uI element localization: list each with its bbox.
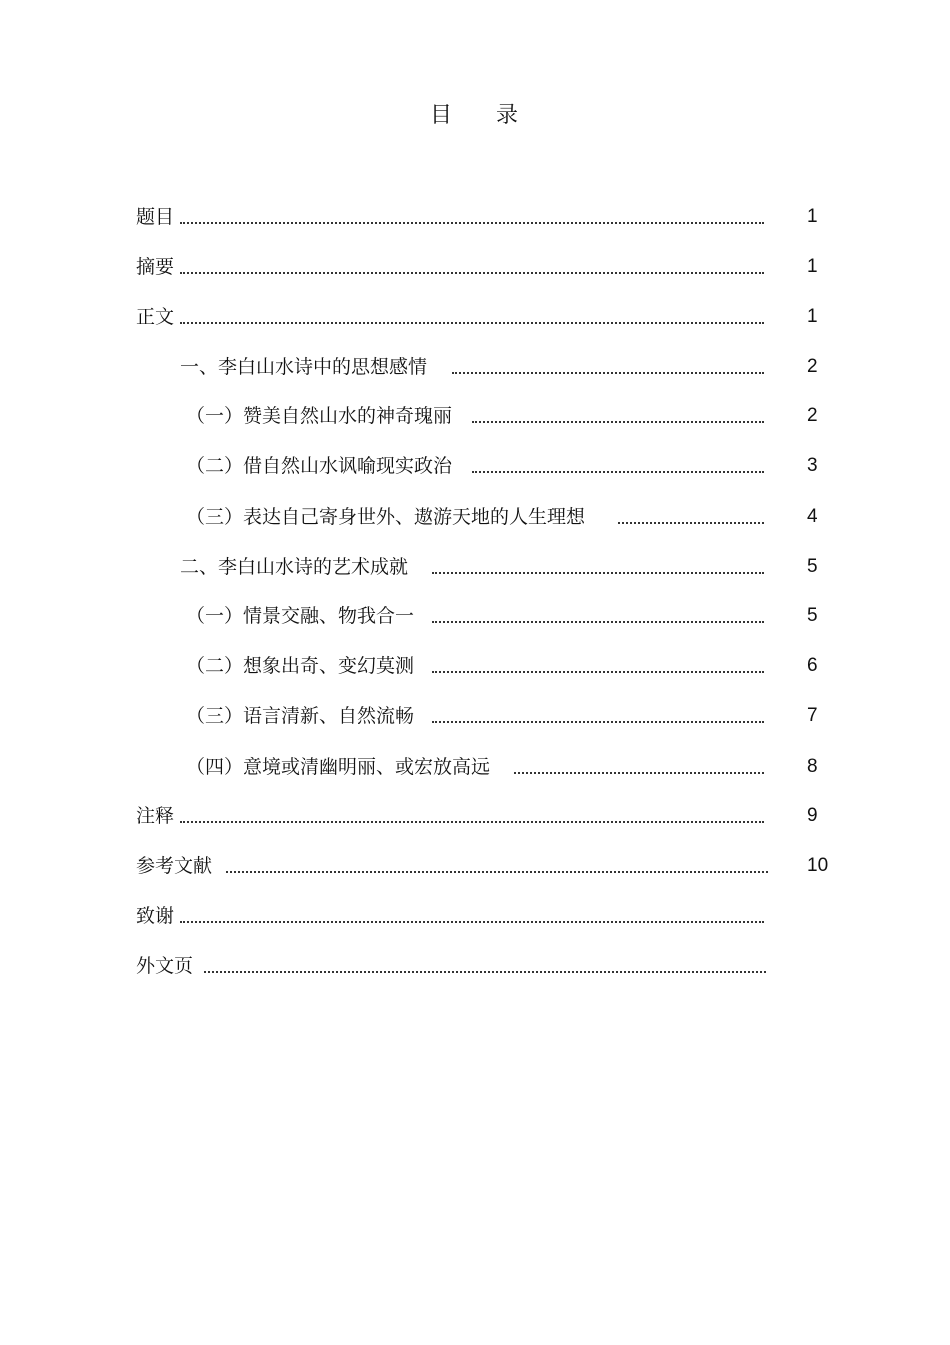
toc-title-char-1: 目 bbox=[429, 103, 454, 128]
toc-entry-label: （二）借自然山水讽喻现实政治 bbox=[186, 451, 454, 481]
toc-entry-page: 10 bbox=[807, 855, 829, 876]
toc-title-char-2: 录 bbox=[496, 103, 521, 128]
toc-entry-notes[interactable] bbox=[0, 801, 950, 831]
toc-entry-page: 5 bbox=[807, 556, 818, 577]
toc-leader-dots bbox=[180, 901, 764, 931]
toc-leader-dots bbox=[472, 401, 764, 431]
toc-entry-title[interactable] bbox=[0, 202, 950, 232]
toc-entry-page: 4 bbox=[807, 506, 818, 527]
toc-entry-abstract[interactable] bbox=[0, 252, 950, 282]
toc-entry-section-1-1[interactable] bbox=[0, 401, 950, 431]
toc-entry-label: （一）情景交融、物我合一 bbox=[186, 601, 416, 631]
toc-entry-references[interactable] bbox=[0, 851, 950, 881]
toc-leader-dots bbox=[432, 701, 764, 731]
toc-entry-label: 参考文献 bbox=[136, 851, 214, 881]
toc-leader-dots bbox=[472, 451, 764, 481]
toc-entry-label: 注释 bbox=[136, 801, 176, 831]
toc-entry-page: 1 bbox=[807, 306, 818, 327]
toc-entry-section-2-1[interactable] bbox=[0, 601, 950, 631]
toc-entry-label: （二）想象出奇、变幻莫测 bbox=[186, 651, 416, 681]
toc-entry-foreign-pages[interactable] bbox=[0, 951, 950, 981]
toc-entry-page: 3 bbox=[807, 455, 818, 476]
toc-leader-dots bbox=[514, 752, 764, 782]
toc-entry-page: 1 bbox=[807, 256, 818, 277]
toc-entry-section-2-2[interactable] bbox=[0, 651, 950, 681]
toc-entry-page: 5 bbox=[807, 605, 818, 626]
toc-entry-label: 题目 bbox=[136, 202, 176, 232]
toc-leader-dots bbox=[432, 552, 764, 582]
toc-entry-label: （三）语言清新、自然流畅 bbox=[186, 701, 416, 731]
toc-entry-page: 6 bbox=[807, 655, 818, 676]
toc-leader-dots bbox=[432, 601, 764, 631]
toc-leader-dots bbox=[180, 202, 764, 232]
toc-entry-label: 一、李白山水诗中的思想感情 bbox=[180, 352, 429, 382]
toc-entry-section-2-3[interactable] bbox=[0, 701, 950, 731]
toc-entry-page: 2 bbox=[807, 405, 818, 426]
toc-entry-section-1-2[interactable] bbox=[0, 451, 950, 481]
toc-entry-section-1[interactable] bbox=[0, 352, 950, 382]
toc-entry-label: 外文页 bbox=[136, 951, 195, 981]
toc-entry-section-2[interactable] bbox=[0, 552, 950, 582]
toc-leader-dots bbox=[204, 951, 766, 981]
toc-entry-label: 二、李白山水诗的艺术成就 bbox=[180, 552, 410, 582]
toc-entry-page: 7 bbox=[807, 705, 818, 726]
toc-leader-dots bbox=[180, 801, 764, 831]
toc-leader-dots bbox=[432, 651, 764, 681]
toc-leader-dots bbox=[618, 502, 764, 532]
toc-entry-label: （三）表达自己寄身世外、遨游天地的人生理想 bbox=[186, 502, 587, 532]
toc-entry-acknowledgements[interactable] bbox=[0, 901, 950, 931]
toc-leader-dots bbox=[226, 851, 768, 881]
toc-leader-dots bbox=[452, 352, 764, 382]
toc-entry-page: 2 bbox=[807, 356, 818, 377]
toc-entry-page: 8 bbox=[807, 756, 818, 777]
toc-entry-page: 1 bbox=[807, 206, 818, 227]
toc-entry-body[interactable] bbox=[0, 302, 950, 332]
toc-leader-dots bbox=[180, 302, 764, 332]
toc-entry-label: 致谢 bbox=[136, 901, 176, 931]
toc-entry-section-1-3[interactable] bbox=[0, 502, 950, 532]
toc-entry-label: （四）意境或清幽明丽、或宏放高远 bbox=[186, 752, 492, 782]
toc-leader-dots bbox=[180, 252, 764, 282]
toc-entry-label: （一）赞美自然山水的神奇瑰丽 bbox=[186, 401, 454, 431]
toc-entry-page: 9 bbox=[807, 805, 818, 826]
toc-entry-label: 正文 bbox=[136, 302, 176, 332]
toc-entry-section-2-4[interactable] bbox=[0, 752, 950, 782]
toc-entry-label: 摘要 bbox=[136, 252, 176, 282]
